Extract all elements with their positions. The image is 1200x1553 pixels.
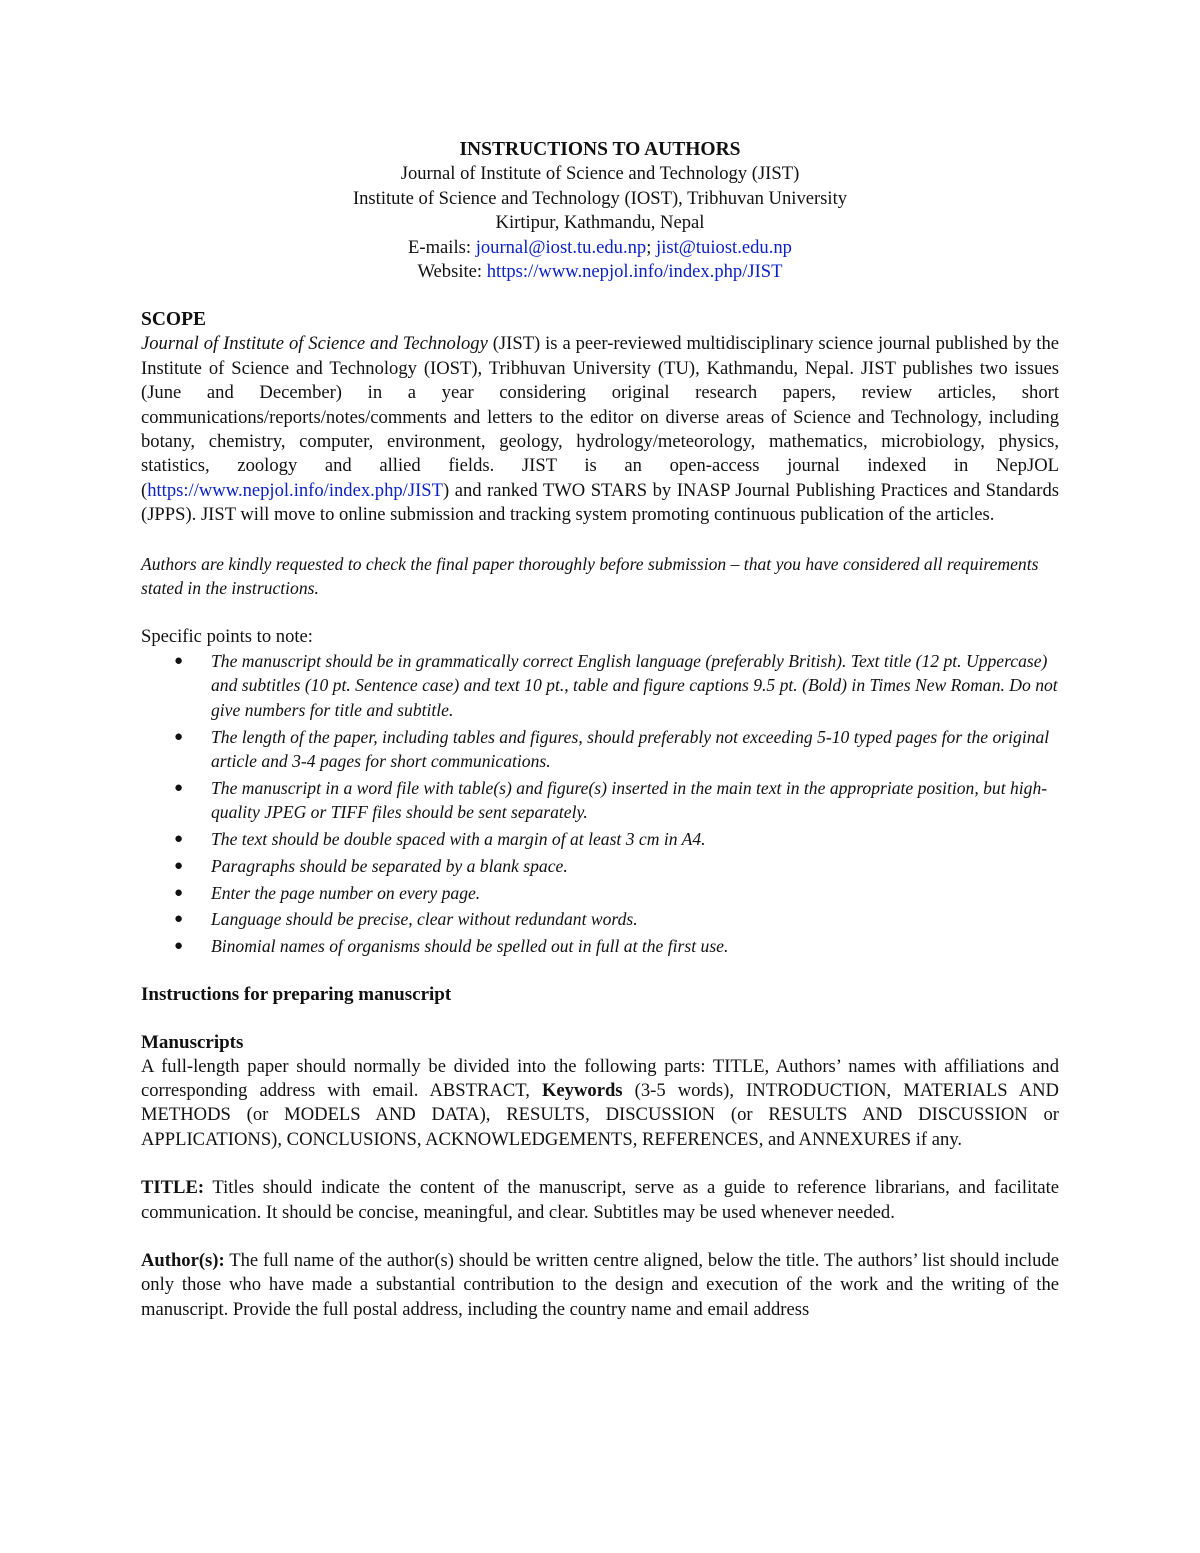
bullet-icon: ● bbox=[174, 779, 184, 796]
bullet-icon: ● bbox=[174, 652, 184, 669]
emails-separator: ; bbox=[646, 236, 657, 258]
website-line bbox=[141, 260, 1059, 284]
institute-name: Institute of Science and Technology (IOST), Tribhuvan University bbox=[352, 187, 848, 209]
document-page bbox=[141, 138, 1059, 1322]
manuscripts-text-1: A full-length paper should normally be divided into the following parts: TITLE, Authors’ names with affiliations and corresponding address with email. ABSTRACT, bbox=[141, 1055, 1059, 1101]
scope-text-2: ) and ranked TWO STARS by INASP Journal Publishing Practices and Standards (JPPS). JIST will move to online submission and tracking system promoting continuous publication of the articles. bbox=[141, 479, 1059, 526]
list-item bbox=[141, 649, 1059, 722]
scope-heading: SCOPE bbox=[141, 309, 207, 331]
journal-name: Journal of Institute of Science and Technology (JIST) bbox=[400, 163, 800, 185]
bullet-icon: ● bbox=[174, 857, 184, 874]
specific-points-intro: Specific points to note: bbox=[141, 625, 313, 647]
list-item-text: The length of the paper, including tables and figures, should preferably not exceeding 5-10 typed pages for the original article and 3-4 pages for short communications. bbox=[211, 726, 1050, 771]
scope-journal-name: Journal of Institute of Science and Technology bbox=[141, 333, 488, 355]
scope-nepjol-link[interactable]: https://www.nepjol.info/index.php/JIST bbox=[147, 479, 443, 501]
list-item bbox=[141, 934, 1059, 958]
list-item-text: Enter the page number on every page. bbox=[211, 882, 481, 903]
scope-paragraph bbox=[141, 332, 1059, 527]
institute-location: Kirtipur, Kathmandu, Nepal bbox=[495, 212, 705, 234]
list-item bbox=[141, 854, 1059, 878]
authors-section-label: Author(s): bbox=[141, 1249, 225, 1271]
list-item bbox=[141, 776, 1059, 825]
bullet-icon: ● bbox=[174, 911, 184, 928]
specific-points-section bbox=[141, 625, 1059, 959]
scope-text-1: (JIST) is a peer-reviewed multidisciplinary science journal published by the Institute of Science and Technology (IOST), Tribhuvan University (TU), Kathmandu, Nepal. JIST publishes two issues (June and December) in a year considering original research papers, review articles, short communications/reports/notes/comments and letters to the editor on diverse areas of Science and Technology, including botany, chemistry, computer, environment, geology, hydrology/meteorology, mathematics, microbiology, physics, statistics, zoology and allied fields. JIST is an open-access journal indexed in NepJOL ( bbox=[141, 333, 1059, 501]
specific-points-list bbox=[141, 649, 1059, 959]
authors-section-paragraph bbox=[141, 1249, 1059, 1322]
list-item-text: Language should be precise, clear without redundant words. bbox=[211, 909, 638, 930]
list-item-text: The manuscript in a word file with table(s) and figure(s) inserted in the main text in the appropriate position, but high-quality JPEG or TIFF files should be sent separately. bbox=[211, 777, 1048, 823]
keywords-label: Keywords bbox=[541, 1079, 623, 1101]
bullet-icon: ● bbox=[174, 728, 184, 745]
list-item-text: Binomial names of organisms should be spelled out in full at the first use. bbox=[211, 936, 729, 957]
document-header bbox=[141, 138, 1059, 284]
manuscripts-section bbox=[141, 1031, 1059, 1153]
list-item bbox=[141, 725, 1059, 774]
title-section-paragraph bbox=[141, 1176, 1059, 1225]
bullet-icon: ● bbox=[174, 830, 184, 847]
authors-request-note: Authors are kindly requested to check the final paper thoroughly before submission – that you have considered all requirements stated in the instructions. bbox=[141, 553, 1039, 599]
bullet-icon: ● bbox=[174, 884, 184, 901]
authors-section-text: The full name of the author(s) should be written centre aligned, below the title. The authors’ list should include only those who have made a substantial contribution to the design and execution of the work and the writing of the manuscript. Provide the full postal address, including the country name and email address bbox=[141, 1249, 1059, 1320]
instructions-heading: Instructions for preparing manuscript bbox=[141, 983, 452, 1005]
list-item-text: Paragraphs should be separated by a blank space. bbox=[211, 855, 568, 876]
list-item bbox=[141, 881, 1059, 905]
bullet-icon: ● bbox=[174, 938, 184, 955]
title-section-text: Titles should indicate the content of the manuscript, serve as a guide to reference librarians, and facilitate communication. It should be concise, meaningful, and clear. Subtitles may be used whenever needed. bbox=[141, 1177, 1059, 1223]
list-item-text: The manuscript should be in grammatically correct English language (preferably British). Text title (12 pt. Uppercase) and subtitles (10 pt. Sentence case) and text 10 pt., table and figure captions 9.5 pt. (Bold) in Times New Roman. Do not give numbers for title and subtitle. bbox=[211, 650, 1058, 720]
title-section-label: TITLE: bbox=[141, 1177, 205, 1199]
manuscripts-text-2: (3-5 words), INTRODUCTION, MATERIALS AND METHODS (or MODELS AND DATA), RESULTS, DISCUSSION (or RESULTS AND DISCUSSION or APPLICATIONS), CONCLUSIONS, ACKNOWLEDGEMENTS, REFERENCES, and ANNEXURES if any. bbox=[141, 1079, 1059, 1150]
page-title: INSTRUCTIONS TO AUTHORS bbox=[459, 139, 741, 160]
email-link-jist[interactable]: jist@tuiost.edu.np bbox=[656, 236, 792, 258]
scope-section bbox=[141, 308, 1059, 527]
list-item-text: The text should be double spaced with a margin of at least 3 cm in A4. bbox=[211, 828, 706, 849]
emails-label: E-mails: bbox=[408, 236, 476, 258]
list-item bbox=[141, 827, 1059, 851]
email-link-journal[interactable]: journal@iost.tu.edu.np bbox=[475, 236, 647, 258]
website-link[interactable]: https://www.nepjol.info/index.php/JIST bbox=[486, 261, 783, 283]
list-item bbox=[141, 907, 1059, 931]
website-label: Website: bbox=[417, 261, 487, 283]
manuscripts-heading: Manuscripts bbox=[141, 1031, 244, 1053]
manuscripts-paragraph bbox=[141, 1055, 1059, 1153]
emails-line bbox=[141, 236, 1059, 260]
